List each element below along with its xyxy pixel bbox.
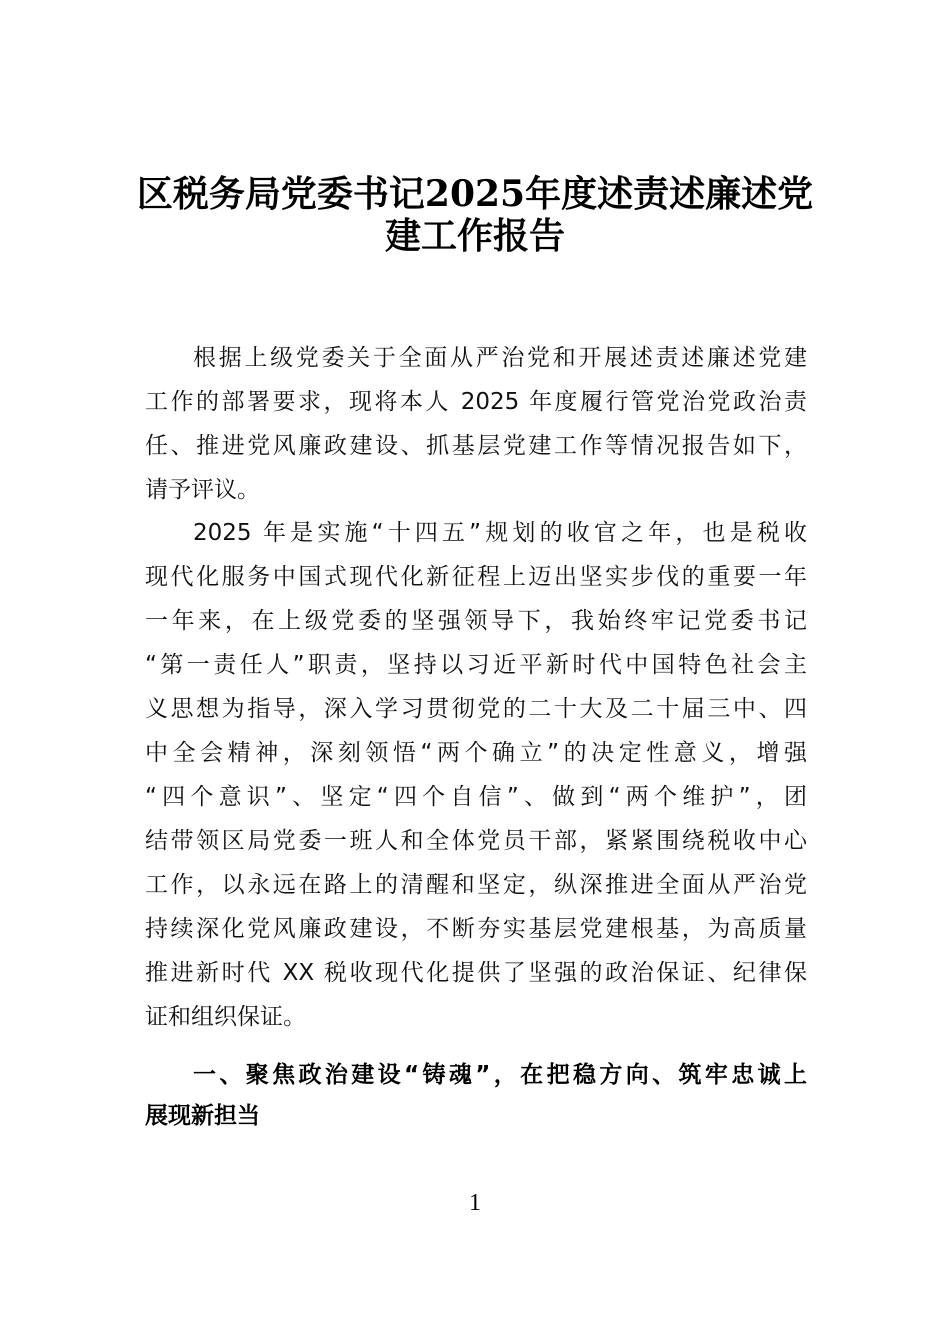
page-number: 1 [469, 1190, 481, 1216]
paragraph-2-line-2: 现代化服务中国式现代化新征程上迈出坚实步伐的重要一年 [145, 564, 807, 590]
paragraph-2-line-12: 证和组织保证。 [145, 1004, 306, 1030]
section-heading-line-1: 一、聚焦政治建设“铸魂”，在把稳方向、筑牢忠诚上 [193, 1062, 807, 1088]
section-heading-line-2: 展现新担当 [145, 1103, 260, 1129]
paragraph-2-line-8: 结带领区局党委一班人和全体党员干部，紧紧围绕税收中心 [145, 828, 807, 854]
paragraph-2-line-6: 中全会精神，深刻领悟“两个确立”的决定性意义，增强 [145, 740, 807, 766]
paragraph-2-line-9: 工作，以永远在路上的清醒和坚定，纵深推进全面从严治党 [145, 872, 807, 898]
paragraph-1-line-2: 工作的部署要求，现将本人 2025 年度履行管党治党政治责 [145, 389, 807, 415]
paragraph-1-line-1: 根据上级党委关于全面从严治党和开展述责述廉述党建 [193, 345, 807, 371]
paragraph-2-line-4: “第一责任人”职责，坚持以习近平新时代中国特色社会主 [145, 652, 807, 678]
paragraph-1-line-4: 请予评议。 [145, 477, 260, 503]
paragraph-2-line-1: 2025 年是实施“十四五”规划的收官之年，也是税收 [193, 520, 807, 546]
document-title-line-1: 区税务局党委书记2025年度述责述廉述党 [136, 173, 814, 215]
paragraph-2-line-3: 一年来，在上级党委的坚强领导下，我始终牢记党委书记 [145, 608, 807, 634]
paragraph-1-line-3: 任、推进党风廉政建设、抓基层党建工作等情况报告如下， [145, 433, 807, 459]
document-title-line-2: 建工作报告 [384, 215, 565, 257]
paragraph-2-line-7: “四个意识”、坚定“四个自信”、做到“两个维护”，团 [145, 784, 807, 810]
paragraph-2-line-10: 持续深化党风廉政建设，不断夯实基层党建根基，为高质量 [145, 916, 807, 942]
paragraph-2-line-11: 推进新时代 XX 税收现代化提供了坚强的政治保证、纪律保 [145, 960, 807, 986]
paragraph-2-line-5: 义思想为指导，深入学习贯彻党的二十大及二十届三中、四 [145, 696, 807, 722]
